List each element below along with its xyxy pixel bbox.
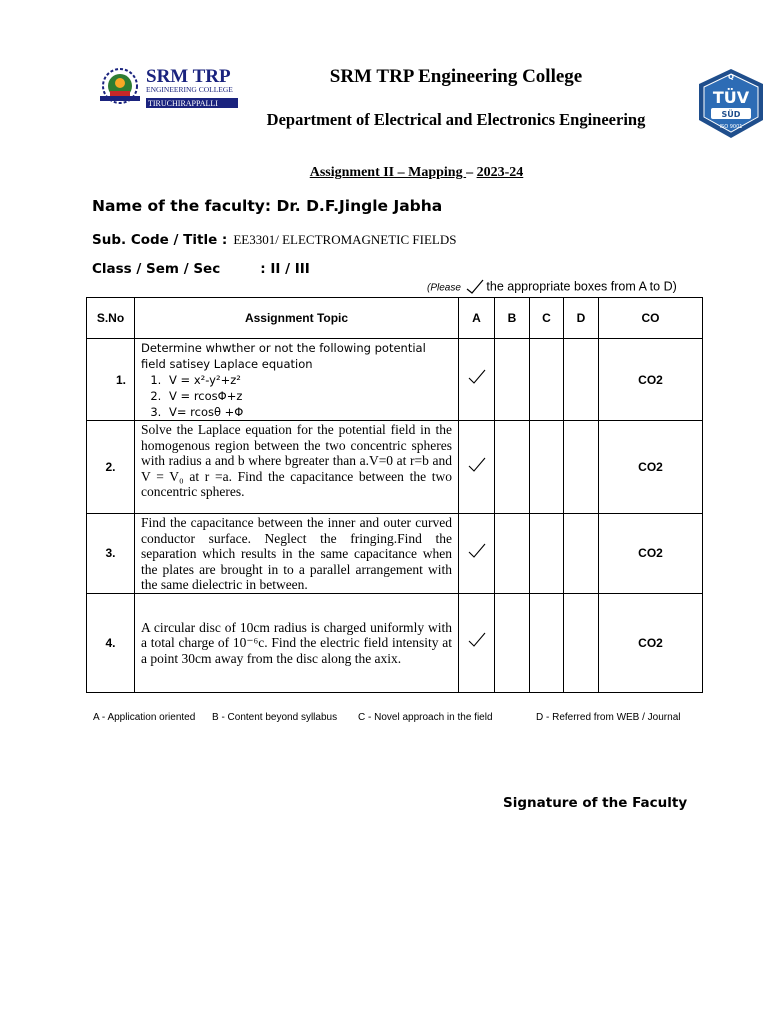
checkbox-c[interactable] [530, 339, 564, 421]
checkbox-b[interactable] [495, 339, 530, 421]
tuv-certification-logo [694, 68, 768, 140]
check-icon [467, 369, 487, 385]
class-value: : II / III [260, 261, 310, 277]
row-co: CO2 [599, 339, 703, 421]
checkbox-a[interactable] [459, 421, 495, 514]
college-name: SRM TRP Engineering College [329, 66, 583, 87]
class-line [92, 261, 310, 277]
checkbox-b[interactable] [495, 514, 530, 594]
row-sno: 3. [87, 514, 135, 594]
svg-text:SRM TRP: SRM TRP [146, 66, 231, 87]
subject-line [92, 232, 457, 248]
check-icon [466, 279, 484, 295]
table-header-row [87, 298, 703, 339]
row-sno: 2. [87, 421, 135, 514]
college-logo [98, 66, 240, 110]
header-b: B [495, 298, 530, 339]
row-sno: 4. [87, 593, 135, 692]
table-row [87, 514, 703, 594]
header-a: A [459, 298, 495, 339]
svg-text:SÜD: SÜD [721, 110, 741, 119]
list-item: 3. V= rcosθ +Φ [165, 404, 454, 420]
header-sno: S.No [87, 298, 135, 339]
svg-text:TÜV: TÜV [712, 88, 750, 107]
instruction-rest: the appropriate boxes from A to D) [486, 279, 677, 294]
department-name: Department of Electrical and Electronics Engineering [266, 110, 646, 129]
svg-text:TIRUCHIRAPPALLI: TIRUCHIRAPPALLI [148, 99, 218, 108]
row-topic: Solve the Laplace equation for the potential field in the homogenous region between the two concentric spheres with radius a and b where bgreater than a.V=0 at r=b and V = V₀ at r =a. Find the capacitance between the two concentric spheres. [135, 421, 459, 514]
header-c: C [530, 298, 564, 339]
faculty-signature-label: Signature of the Faculty [503, 795, 688, 811]
legend-c: C - Novel approach in the field [358, 712, 493, 723]
table-row [87, 421, 703, 514]
checkbox-c[interactable] [530, 421, 564, 514]
checkbox-b[interactable] [495, 593, 530, 692]
assignment-title-text: Assignment II – Mapping [309, 165, 467, 180]
legend-b: B - Content beyond syllabus [212, 712, 338, 723]
header-d: D [564, 298, 599, 339]
checkbox-d[interactable] [564, 593, 599, 692]
row-topic [135, 339, 459, 421]
legend-a: A - Application oriented [93, 712, 196, 723]
topic-intro: Determine whwther or not the following potential field satisey Laplace equation [141, 341, 426, 371]
row-sno: 1. [87, 339, 135, 421]
check-icon [467, 457, 487, 473]
check-icon [467, 632, 487, 648]
checkbox-a[interactable] [459, 339, 495, 421]
checkbox-a[interactable] [459, 514, 495, 594]
table-row [87, 593, 703, 692]
instruction-note [427, 279, 677, 295]
checkbox-d[interactable] [564, 421, 599, 514]
checkbox-d[interactable] [564, 339, 599, 421]
check-icon [467, 543, 487, 559]
checkbox-c[interactable] [530, 593, 564, 692]
list-item: 1. V = x²-y²+z² [165, 372, 454, 388]
assignment-dash: – [466, 165, 477, 180]
svg-text:ISO 9001: ISO 9001 [719, 124, 743, 130]
row-co: CO2 [599, 593, 703, 692]
row-topic: Find the capacitance between the inner and outer curved conductor surface. Neglect the fringing.Find the separation which results in the same capacitance when the plates are brought in to a parallel arrangement with the same dielectric in between. [135, 514, 459, 594]
subject-value: EE3301/ ELECTROMAGNETIC FIELDS [233, 232, 457, 247]
topic-list [141, 372, 454, 420]
svg-text:ENGINEERING COLLEGE: ENGINEERING COLLEGE [146, 85, 233, 94]
instruction-please: (Please [427, 282, 461, 294]
list-item: 2. V = rcosΦ+z [165, 388, 454, 404]
assignment-table [86, 297, 703, 693]
legend-d: D - Referred from WEB / Journal [536, 712, 681, 723]
checkbox-d[interactable] [564, 514, 599, 594]
row-topic: A circular disc of 10cm radius is charged uniformly with a total charge of 10⁻⁶c. Find the electric field intensity at a point 30cm away from the disc along the axix. [135, 593, 459, 692]
class-label: Class / Sem / Sec [92, 261, 221, 277]
assignment-year: 2023-24 [476, 165, 524, 180]
checkbox-a[interactable] [459, 593, 495, 692]
header-co: CO [599, 298, 703, 339]
table-row [87, 339, 703, 421]
row-co: CO2 [599, 514, 703, 594]
row-co: CO2 [599, 421, 703, 514]
assignment-title [250, 165, 583, 181]
svg-text:Q: Q [728, 73, 734, 81]
checkbox-c[interactable] [530, 514, 564, 594]
subject-label: Sub. Code / Title : [92, 232, 228, 248]
header-topic: Assignment Topic [135, 298, 459, 339]
faculty-name: Name of the faculty: Dr. D.F.Jingle Jabha [92, 197, 443, 215]
checkbox-b[interactable] [495, 421, 530, 514]
